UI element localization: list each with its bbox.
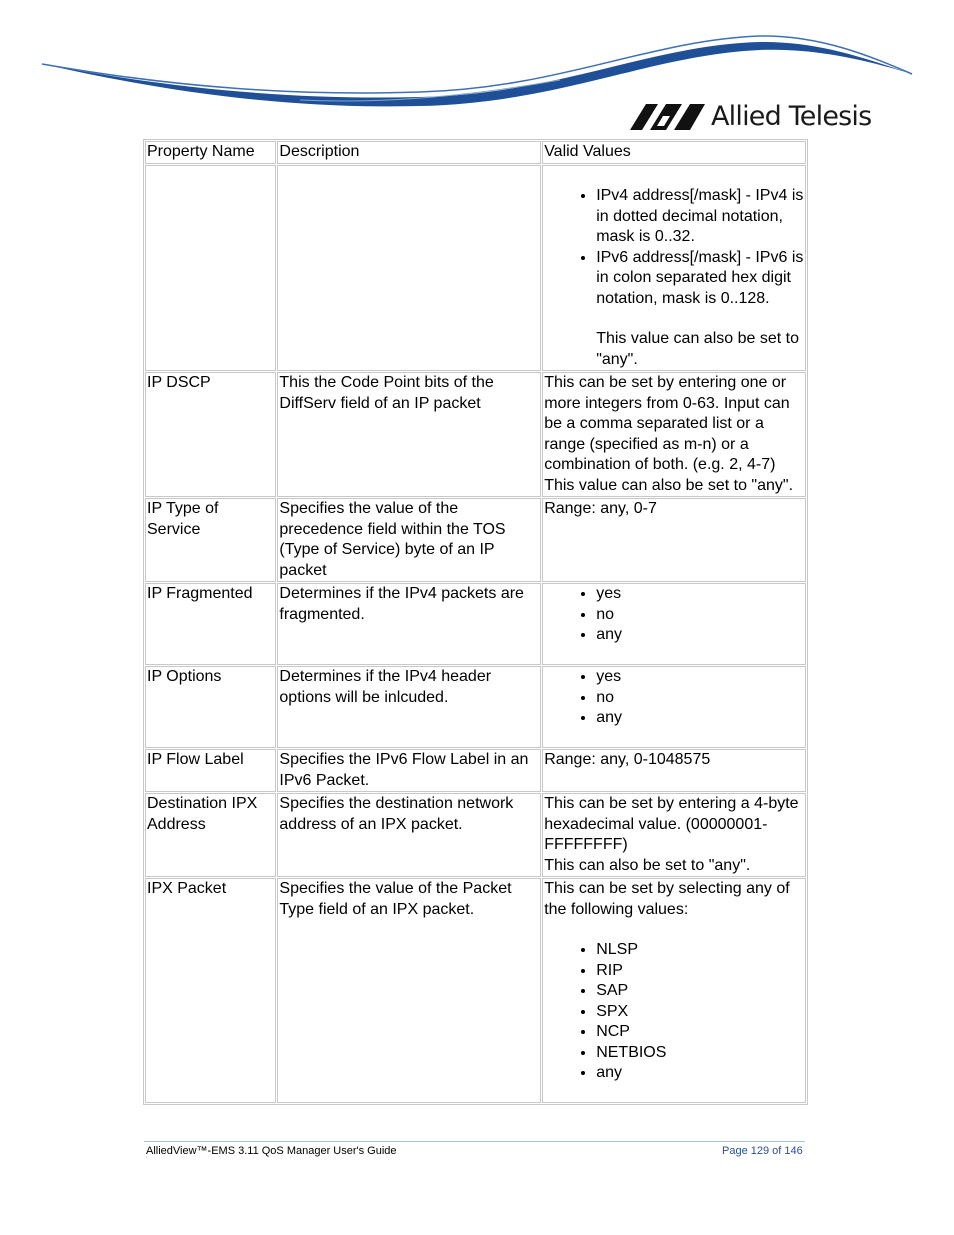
header-valid-values: Valid Values xyxy=(542,141,806,164)
cell-description: Specifies the value of the precedence field within the TOS (Type of Service) byte of an IP packet xyxy=(277,498,541,582)
table-row xyxy=(145,878,806,1103)
cell-property-name xyxy=(145,165,276,371)
table-row xyxy=(145,165,806,371)
cell-valid-values: This can be set by entering one or more integers from 0-63. Input can be a comma separated list or a range (specified as m-n) or a combination of both. (e.g. 2, 4-7) This value can also be set to "any". xyxy=(542,372,806,497)
list-item: • NCP xyxy=(596,1022,804,1043)
list-item: • any xyxy=(596,625,804,646)
cell-property-name: IP Options xyxy=(145,666,276,748)
cell-property-name: IP DSCP xyxy=(145,372,276,497)
value-list xyxy=(544,667,804,729)
footer-page-number: Page 129 of 146 xyxy=(722,1145,803,1157)
header-description: Description xyxy=(277,141,541,164)
cell-property-name: IP Flow Label xyxy=(145,749,276,792)
list-item: • IPv4 address[/mask] - IPv4 is in dotted decimal notation, mask is 0..32. xyxy=(596,186,804,248)
cell-description: This the Code Point bits of the DiffServ field of an IP packet xyxy=(277,372,541,497)
value-list xyxy=(544,940,804,1084)
value-list xyxy=(544,584,804,646)
table-row xyxy=(145,583,806,665)
table-row xyxy=(145,372,806,497)
list-item: • NETBIOS xyxy=(596,1043,804,1064)
cell-property-name: IPX Packet xyxy=(145,878,276,1103)
cell-description: Specifies the destination network address of an IPX packet. xyxy=(277,793,541,877)
list-item: • no xyxy=(596,688,804,709)
cell-valid-values: Range: any, 0-7 xyxy=(542,498,806,582)
list-item: • yes xyxy=(596,667,804,688)
cell-description: Specifies the IPv6 Flow Label in an IPv6 Packet. xyxy=(277,749,541,792)
list-item: • SPX xyxy=(596,1002,804,1023)
list-item: • IPv6 address[/mask] - IPv6 is in colon separated hex digit notation, mask is 0..128. xyxy=(596,248,804,310)
list-item: • yes xyxy=(596,584,804,605)
cell-valid-values xyxy=(542,878,806,1103)
footer-divider xyxy=(144,1141,805,1142)
brand-name: Allied Telesis xyxy=(711,101,872,132)
table-header-row xyxy=(145,141,806,164)
value-note: This can also be set to "any". xyxy=(544,856,751,874)
table-row xyxy=(145,666,806,748)
list-item: • RIP xyxy=(596,961,804,982)
cell-property-name: IP Fragmented xyxy=(145,583,276,665)
brand-mark-icon xyxy=(630,104,705,130)
cell-valid-values xyxy=(542,793,806,877)
cell-description: Specifies the value of the Packet Type field of an IPX packet. xyxy=(277,878,541,1103)
cell-valid-values: Range: any, 0-1048575 xyxy=(542,749,806,792)
allied-telesis-logo xyxy=(630,100,871,134)
list-item: • NLSP xyxy=(596,940,804,961)
value-text: This can be set by selecting any of the following values: xyxy=(544,880,790,918)
list-item: • no xyxy=(596,605,804,626)
cell-valid-values xyxy=(542,666,806,748)
cell-description xyxy=(277,165,541,371)
header-property-name: Property Name xyxy=(145,141,276,164)
properties-table xyxy=(143,139,808,1105)
table-row xyxy=(145,749,806,792)
cell-property-name: Destination IPX Address xyxy=(145,793,276,877)
value-list xyxy=(544,186,804,309)
cell-property-name: IP Type of Service xyxy=(145,498,276,582)
cell-valid-values xyxy=(542,165,806,371)
list-item: • SAP xyxy=(596,981,804,1002)
table-row xyxy=(145,498,806,582)
list-item: • any xyxy=(596,1063,804,1084)
list-item: • any xyxy=(596,708,804,729)
table-row xyxy=(145,793,806,877)
cell-description: Determines if the IPv4 packets are fragmented. xyxy=(277,583,541,665)
value-note: This value can also be set to "any". xyxy=(596,330,799,368)
cell-valid-values xyxy=(542,583,806,665)
cell-description: Determines if the IPv4 header options will be inlcuded. xyxy=(277,666,541,748)
value-text: This can be set by entering a 4-byte hexadecimal value. (00000001-FFFFFFFF) xyxy=(544,795,799,853)
footer-title: AlliedView™-EMS 3.11 QoS Manager User's Guide xyxy=(146,1145,397,1157)
